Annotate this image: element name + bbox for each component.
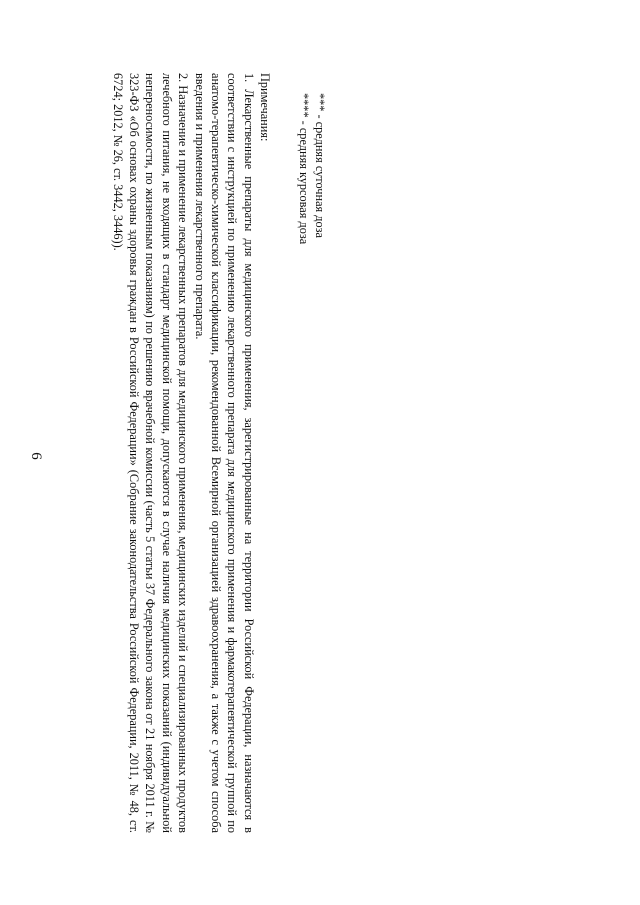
notes-heading: Примечания: <box>258 73 273 142</box>
footnote-course-dose: **** - средняя курсовая доза <box>296 93 311 245</box>
footnotes <box>295 93 328 833</box>
note-item-1: 1. Лекарственные препараты для медицинского применения, зарегистрированные на территории Российской Федерации, назначаются в соответствии с инструкцией по применению лекарственного препарата для медицинского применения и фармакотерапевтической группой по анатомо-терапевтическо-химической классификации, рекомендованной Всемирной организацией здравоохранения, а также с учетом способа введения и применения лекарственного препарата. <box>192 73 256 833</box>
page-number: 6 <box>28 452 44 460</box>
notes-section <box>109 73 273 833</box>
footnote-daily-dose: *** - средняя суточная доза <box>313 93 327 238</box>
note-item-2: 2. Назначение и применение лекарственных препаратов для медицинского применения, медицинских изделий и специализированных продуктов лечебного питания, не входящих в стандарт медицинской помощи, допускаются в случае наличия медицинских показаний (индивидуальной непереносимости, по жизненным показаниям) по решению врачебной комиссии (часть 5 статьи 37 Федерального закона от 21 ноября 2011 г. № 323-ФЗ «Об основах охраны здоровья граждан в Российской Федерации» (Собрание законодательства Российской Федерации, 2011, № 48, ст. 6724; 2012, № 26, ст. 3442, 3446)). <box>110 73 191 833</box>
rotated-content <box>58 73 328 833</box>
